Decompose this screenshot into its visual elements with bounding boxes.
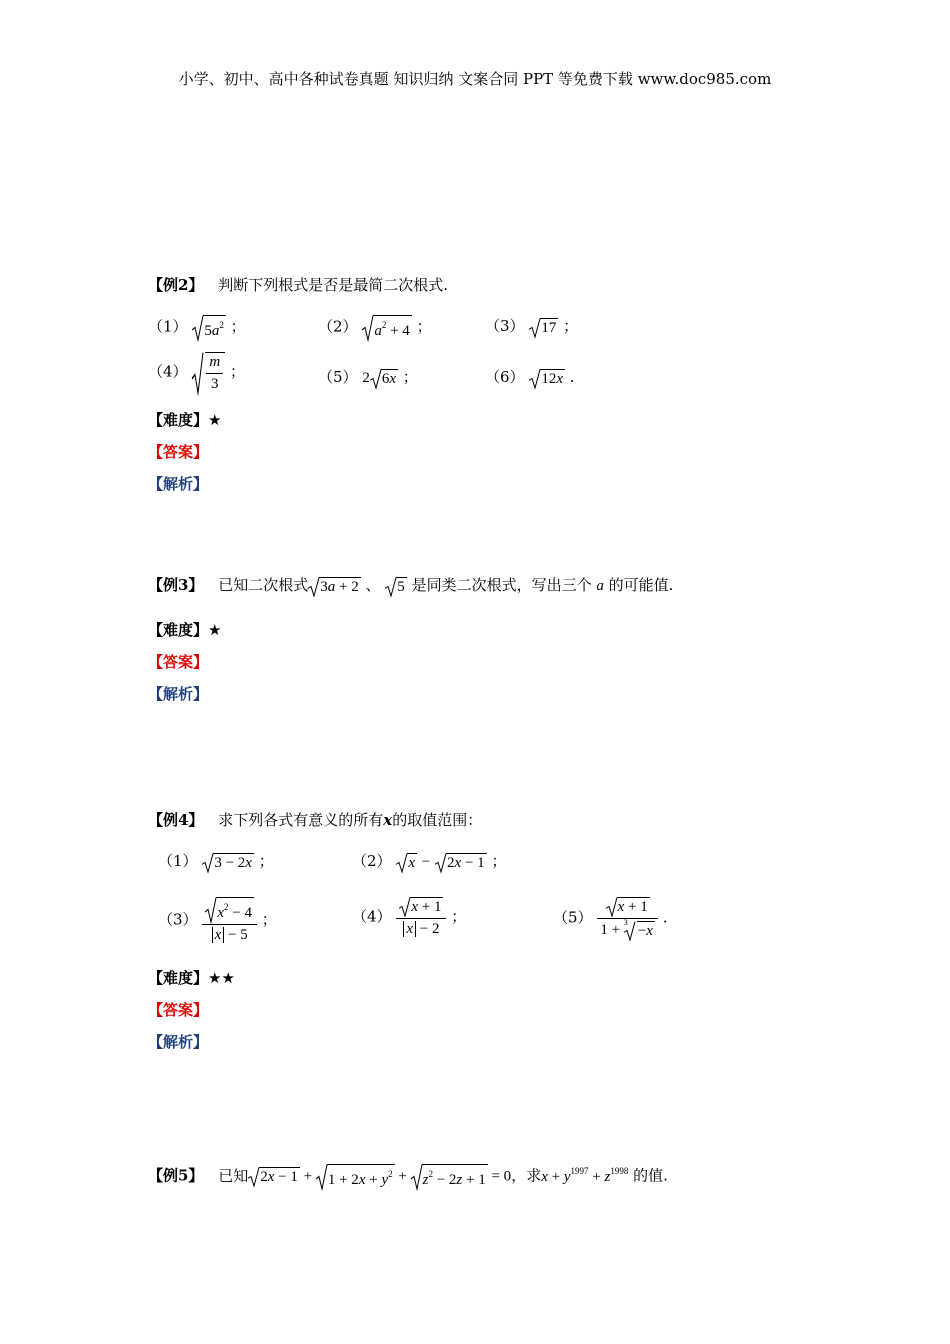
q3-text-2: 是同类二次根式，写出三个: [411, 576, 592, 594]
ex4-item-3: （3） $\frac{x^2 - 4}{x - 5}$ ；: [158, 897, 277, 944]
difficulty-label: 【难度】: [148, 621, 209, 639]
sqrt-m-over-3: $\frac{m}{3}$: [192, 352, 225, 393]
sqrt-1-plus-2x-plus-y2: $1 + 2x + y^2$: [316, 1164, 395, 1189]
frac-sqrt-x2-minus-4-over-abs-x-minus-5: $\frac{x^2 - 4}{x - 5}$: [202, 897, 257, 944]
example-5-question: 【例5】 已知 2x − 1 + $1 + 2x + y^2$ + $z^2 - 2z + 1 = 0$，求$x + y^{1997} + z^{1998}$ 的值.: [148, 1165, 668, 1188]
item-number: （5）: [318, 368, 358, 386]
example-2-text: 判断下列根式是否是最简二次根式.: [218, 276, 448, 294]
sqrt-3a-plus-2: 3a + 2: [308, 577, 360, 596]
item-number: （2）: [352, 852, 392, 870]
ex2-difficulty: [148, 409, 221, 430]
ex2-item-1: （1） $5a^2$ ；: [148, 315, 246, 340]
ex2-answer-label: 【答案】: [148, 443, 209, 461]
sqrt-17: 17: [529, 318, 558, 337]
q4-text-1: 求下列各式有意义的所有: [218, 811, 384, 829]
example-2-tag: 【例2】: [148, 276, 204, 294]
difficulty-label: 【难度】: [148, 969, 209, 987]
q3-text-1: 已知二次根式: [218, 576, 309, 594]
item-number: （6）: [485, 368, 525, 386]
item-number: （4）: [352, 907, 392, 926]
sqrt-12x: 12x: [529, 369, 565, 388]
q4-var: x: [383, 811, 393, 829]
ex3-answer-label: 【答案】: [148, 653, 209, 671]
item-number: （1）: [158, 852, 198, 870]
item-number: （3）: [485, 317, 525, 335]
ex2-analysis-label: 【解析】: [148, 475, 209, 493]
example-3-tag: 【例3】: [148, 576, 204, 594]
ex4-item-4: （4） $\frac{x + 1}{x - 2}$ ；: [352, 899, 467, 937]
q5-text-2: ，求: [511, 1166, 542, 1185]
sqrt-5: 5: [385, 577, 407, 596]
item-number: （1）: [148, 317, 188, 336]
sqrt-x: x: [396, 853, 417, 872]
ex4-item-5: （5） x + 1 1 + 3 −x .: [553, 899, 668, 939]
ex4-answer-label: 【答案】: [148, 1001, 209, 1019]
expr-x-y1997-z1998: $x + y^{1997} + z^{1998}$: [541, 1165, 629, 1185]
ex2-item-6: （6） 12x .: [485, 368, 575, 387]
ex2-item-5: （5） 2 6x ；: [318, 368, 418, 387]
example-2-question: [148, 274, 448, 295]
ex4-item-1: （1） 3 − 2x ；: [158, 852, 274, 871]
sqrt-5a2: $5a^2$: [192, 315, 226, 340]
example-3-question: 【例3】 已知二次根式 3a + 2 、 5 是同类二次根式，写出三个 a 的可能值.: [148, 576, 674, 595]
sqrt-2x-minus-1: 2x − 1: [435, 853, 487, 872]
ex2-item-3: （3） 17 ；: [485, 317, 579, 336]
ex4-item-2: （2） x − 2x − 1 ；: [352, 852, 507, 871]
item-number: （4）: [148, 362, 188, 381]
ex2-item-2: （2） $a^2 + 4$ ；: [318, 315, 432, 340]
item-number: （5）: [553, 908, 593, 927]
ex3-analysis-label: 【解析】: [148, 685, 209, 703]
sqrt-z2-minus-2z-plus-1: $z^2 - 2z + 1$: [411, 1164, 488, 1189]
difficulty-stars: ★: [208, 411, 222, 429]
page-header: 小学、初中、高中各种试卷真题 知识归纳 文案合同 PPT 等免费下载 www.doc985.com: [178, 70, 772, 88]
item-number: （2）: [318, 317, 358, 336]
frac-sqrt-x-plus-1-over-abs-x-minus-2: $\frac{x + 1}{x - 2}$: [396, 897, 446, 938]
ex4-analysis-label: 【解析】: [148, 1033, 209, 1051]
q5-text-1: 已知: [218, 1166, 249, 1185]
difficulty-stars: ★: [208, 621, 222, 639]
example-5-tag: 【例5】: [148, 1166, 204, 1185]
sqrt-3-minus-2x: 3 − 2x: [202, 853, 254, 872]
difficulty-stars: ★★: [208, 969, 235, 987]
ex3-difficulty: [148, 619, 221, 640]
q5-text-3: 的值.: [633, 1166, 668, 1185]
example-4-tag: 【例4】: [148, 811, 204, 829]
frac-sqrt-x-plus-1-over-1-plus-cbrt-neg-x: x + 1 1 + 3 −x: [597, 897, 658, 940]
q3-sep: 、: [365, 576, 381, 594]
ex4-difficulty: [148, 967, 235, 988]
item-number: （3）: [158, 910, 198, 929]
sqrt-2x-minus-1: 2x − 1: [248, 1167, 300, 1186]
sqrt-6x: 6x: [370, 369, 398, 388]
q4-text-2: 的取值范围：: [392, 811, 483, 829]
ex2-item-4: （4） $\frac{m}{3}$ ；: [148, 354, 245, 392]
q3-text-3: 的可能值.: [608, 576, 674, 594]
example-4-question: [148, 809, 482, 830]
difficulty-label: 【难度】: [148, 411, 209, 429]
sqrt-a2-plus-4: $a^2 + 4$: [362, 315, 411, 340]
